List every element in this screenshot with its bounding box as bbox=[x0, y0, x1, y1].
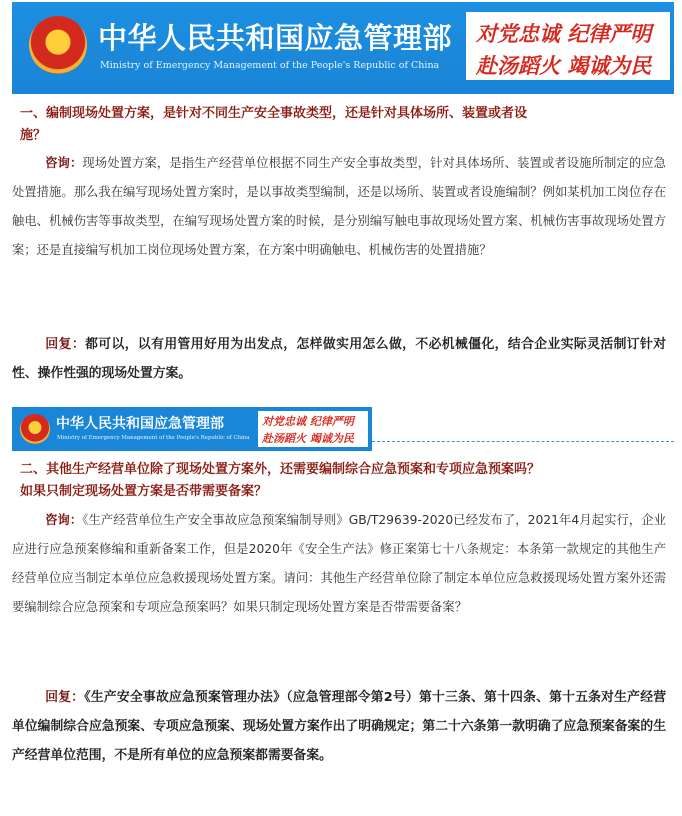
inquiry-text: 现场处置方案，是指生产经营单位根据不同生产安全事故类型，针对具体场所、装置或者设施所制定的应急处置措施。那么我在编写现场处置方案时，是以事故类型编制，还是以场所、装置或者设施编制？例如某机加工岗位存在触电、机械伤害等事故类型，在编写现场处置方案的时候，是分别编写触电事故现场处置方案、机械伤害事故现场处置方案；还是直接编写机加工岗位现场处置方案，在方案中明确触电、机械伤害的处置措施？ bbox=[12, 156, 666, 257]
inquiry-label: 咨询： bbox=[45, 513, 83, 527]
national-emblem-icon bbox=[29, 16, 87, 74]
ministry-title-cn: 中华人民共和国应急管理部 bbox=[98, 21, 453, 55]
question-2-inquiry bbox=[12, 506, 666, 622]
slogan-line-2: 赴汤蹈火 竭诚为民 bbox=[262, 432, 354, 445]
question-1-title-line2: 施？ bbox=[20, 128, 47, 143]
question-2-title-line2: 如果只制定现场处置方案是否带需要备案？ bbox=[20, 484, 268, 499]
question-1-title-line1: 一、编制现场处置方案，是针对不同生产安全事故类型，还是针对具体场所、装置或者设 bbox=[20, 106, 528, 121]
header-banner bbox=[12, 2, 674, 94]
inquiry-text: 《生产经营单位生产安全事故应急预案编制导则》GB/T29639-2020已经发布了，2021年4月起实行，企业应进行应急预案修编和重新备案工作，但是2020年《安全生产法》修正案第七十八条规定：本条第一款规定的其他生产经营单位应当制定本单位应急救援现场处置方案。请问：其他生产经营单位除了制定本单位应急救援现场处置方案外还需要编制综合应急预案和专项应急预案吗？如果只制定现场处置方案是否带需要备案？ bbox=[12, 513, 666, 614]
dashed-divider bbox=[372, 441, 674, 442]
question-2-title bbox=[20, 459, 540, 503]
slogan-line-1: 对党忠诚 纪律严明 bbox=[262, 415, 354, 428]
slogan-box bbox=[258, 411, 368, 447]
national-emblem-icon bbox=[20, 414, 50, 444]
question-2-title-line1: 二、其他生产经营单位除了现场处置方案外，还需要编制综合应急预案和专项应急预案吗？ bbox=[20, 462, 541, 477]
ministry-title-cn: 中华人民共和国应急管理部 bbox=[56, 416, 224, 432]
ministry-title-en: Ministry of Emergency Management of the People's Republic of China bbox=[100, 60, 440, 71]
question-2-reply bbox=[12, 683, 666, 770]
section-banner bbox=[12, 407, 372, 451]
slogan-box bbox=[466, 12, 670, 80]
reply-label: 回复： bbox=[45, 690, 85, 705]
slogan-line-1: 对党忠诚 纪律严明 bbox=[476, 21, 652, 46]
question-1-inquiry bbox=[12, 149, 666, 265]
slogan-line-2: 赴汤蹈火 竭诚为民 bbox=[476, 53, 652, 78]
inquiry-label: 咨询： bbox=[45, 156, 83, 170]
ministry-title-en: Ministry of Emergency Management of the People's Republic of China bbox=[57, 435, 250, 441]
question-1-title bbox=[20, 103, 527, 147]
reply-text: 都可以，以有用管用好用为出发点，怎样做实用怎么做，不必机械僵化，结合企业实际灵活制订针对性、操作性强的现场处置方案。 bbox=[12, 337, 667, 381]
reply-label: 回复： bbox=[45, 337, 86, 352]
question-1-reply bbox=[12, 330, 666, 388]
reply-text: 《生产安全事故应急预案管理办法》（应急管理部令第2号）第十三条、第十四条、第十五条对生产经营单位编制综合应急预案、专项应急预案、现场处置方案作出了明确规定；第二十六条第一款明确了应急预案备案的生产经营单位范围，不是所有单位的应急预案都需要备案。 bbox=[12, 690, 667, 763]
